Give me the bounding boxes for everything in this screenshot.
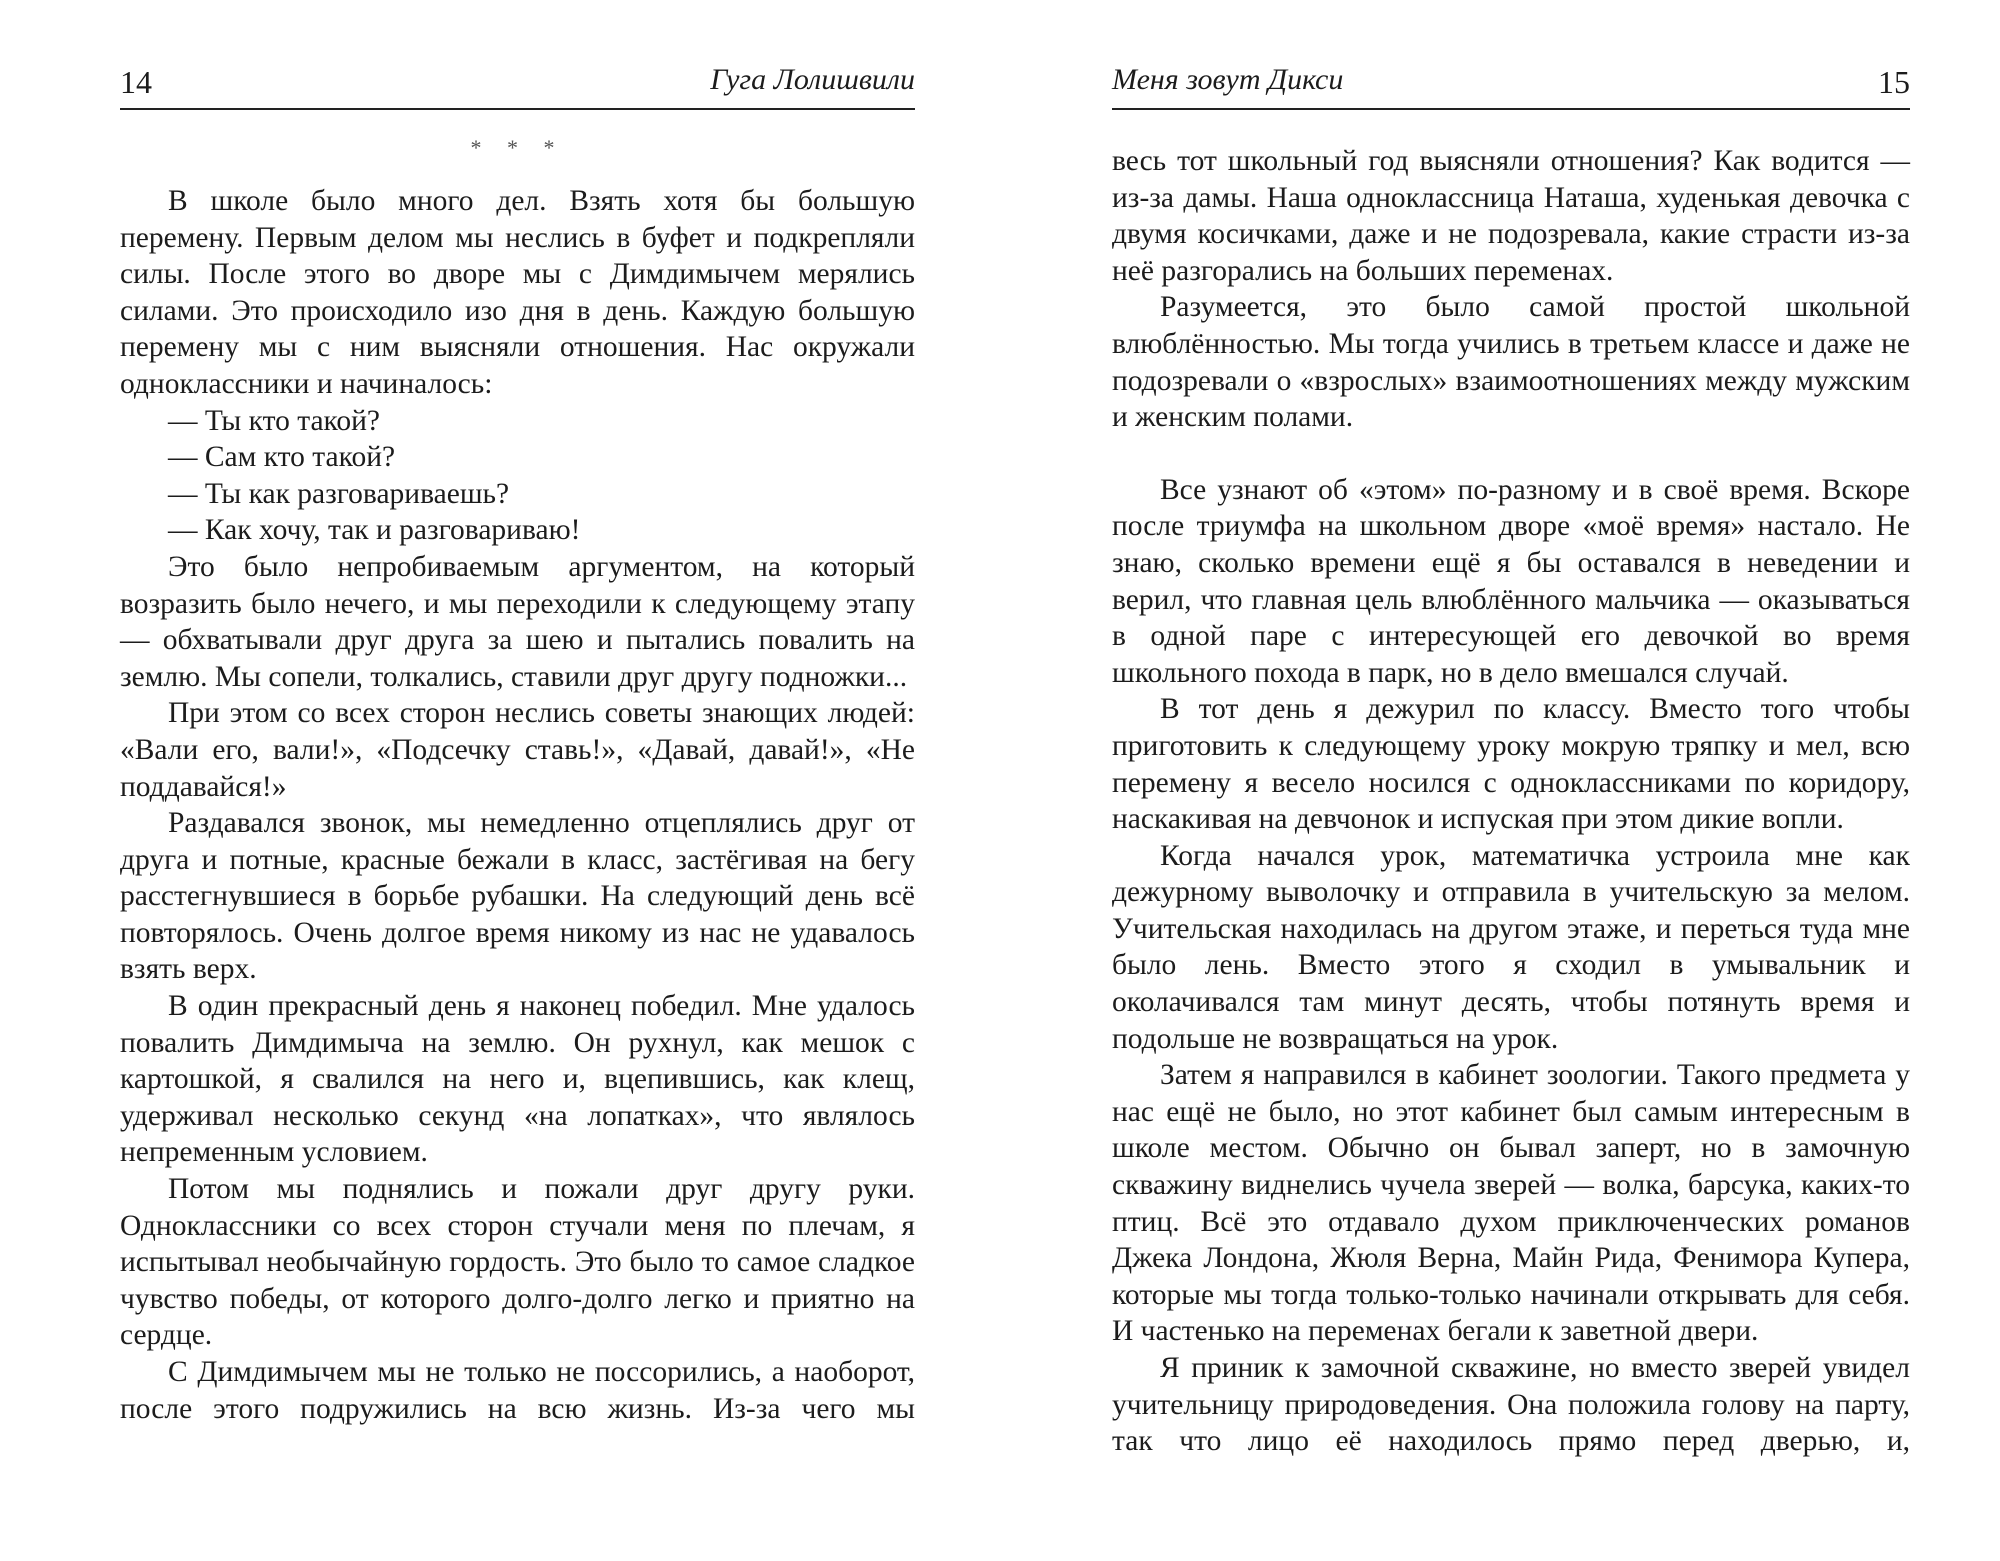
section-break [1112, 436, 1910, 472]
right-page [1000, 0, 2000, 1561]
paragraph: В тот день я дежурил по классу. Вместо того чтобы приготовить к следующему уроку мокрую тряпку и мел, всю перемену я весело носился с одноклассниками по коридору, наскакивая на девчонок и испуская при этом дикие вопли. [1112, 693, 1910, 836]
right-body-text [1112, 143, 1910, 1460]
dialogue-line: — Ты как разговариваешь? [168, 477, 510, 510]
page-number-left: 14 [120, 64, 152, 100]
running-head-left [120, 58, 915, 110]
continuation-paragraph: весь тот школьный год выясняли отношения? Как водится — из-за дамы. Наша одноклассница Наташа, худенькая девочка с двумя косичками, даже и не подозревала, какие страсти из-за неё разгорались на больших переменах. [1112, 145, 1910, 287]
paragraph: Когда начался урок, математичка устроила мне как дежурному выволочку и отправила в учительскую за мелом. Учительская находилась на другом этаже, и переться туда мне было лень. Вместо этого я сходил в умывальник и околачивался там минут десять, чтобы потянуть время и подольше не возвращаться на урок. [1112, 839, 1910, 1055]
dialogue-line: — Сам кто такой? [168, 441, 396, 474]
paragraph: При этом со всех сторон неслись советы знающих людей: «Вали его, вали!», «Подсечку ставь!», «Давай, давай!», «Не поддавайся!» [120, 697, 915, 803]
paragraph: Потом мы поднялись и пожали друг другу руки. Одноклассники со всех сторон стучали меня по плечам, я испытывал необычайную гордость. Это было то самое сладкое чувство победы, от которого долго-долго легко и приятно на сердце. [120, 1173, 915, 1352]
paragraph: Это было непробиваемым аргументом, на который возразить было нечего, и мы переходили к следующему этапу — обхватывали друг друга за шею и пытались повалить на землю. Мы сопели, толкались, ставили друг другу подножки... [120, 550, 915, 693]
paragraph: Затем я направился в кабинет зоологии. Такого предмета у нас ещё не было, но этот кабинет был самым интересным в школе местом. Обычно он бывал заперт, но в замочную скважину виднелись чучела зверей — волка, барсука, каких-то птиц. Всё это отдавало духом приключенческих романов Джека Лондона, Жюля Верна, Майн Рида, Фенимора Купера, которые мы тогда только-только начинали открывать для себя. И частенько на переменах бегали к заветной двери. [1112, 1059, 1910, 1348]
page-number-right: 15 [1878, 64, 1910, 100]
running-title-book: Меня зовут Дикси [1112, 63, 1344, 96]
section-asterism: * * * [470, 135, 565, 160]
paragraph: В школе было много дел. Взять хотя бы большую перемену. Первым делом мы неслись в буфет и подкрепляли силы. После этого во дворе мы с Димдимычем мерялись силами. Это происходило изо дня в день. Каждую большую перемену мы с ним выясняли отношения. Нас окружали одноклассники и начиналось: [120, 185, 915, 400]
paragraph: Все узнают об «этом» по-разному и в своё время. Вскоре после триумфа на школьном дворе «моё время» настало. Не знаю, сколько времени ещё я бы оставался в неведении и верил, что главная цель влюблённого мальчика — оказываться в одной паре с интересующей его девочкой во время школьного похода в парк, но в дело вмешался случай. [1112, 473, 1910, 689]
running-head-right [1112, 58, 1910, 110]
paragraph: Я приник к замочной скважине, но вместо зверей увидел учительницу природоведения. Она положила голову на парту, так что лицо её находилось прямо перед дверью, и, [1112, 1352, 1910, 1458]
running-title-author: Гуга Лолишвили [710, 63, 915, 96]
left-body-text [120, 130, 915, 1427]
paragraph: Раздавался звонок, мы немедленно отцеплялись друг от друга и потные, красные бежали в класс, застёгивая на бегу расстегнувшиеся в борьбе рубашки. На следующий день всё повторялось. Очень долгое время никому из нас не удавалось взять верх. [120, 807, 915, 986]
dialogue-line: — Ты кто такой? [168, 404, 381, 437]
paragraph: Разумеется, это было самой простой школьной влюблённостью. Мы тогда учились в третьем классе и даже не подозревали о «взрослых» взаимоотношениях между мужским и женским полами. [1112, 291, 1910, 434]
paragraph: С Димдимычем мы не только не поссорились, а наоборот, после этого подружились на всю жизнь. Из-за чего мы [120, 1356, 915, 1425]
dialogue-line: — Как хочу, так и разговариваю! [168, 514, 581, 547]
paragraph: В один прекрасный день я наконец победил. Мне удалось повалить Димдимыча на землю. Он рухнул, как мешок с картошкой, я свалился на него и, вцепившись, как клещ, удерживал несколько секунд «на лопатках», что являлось непременным условием. [120, 990, 915, 1169]
